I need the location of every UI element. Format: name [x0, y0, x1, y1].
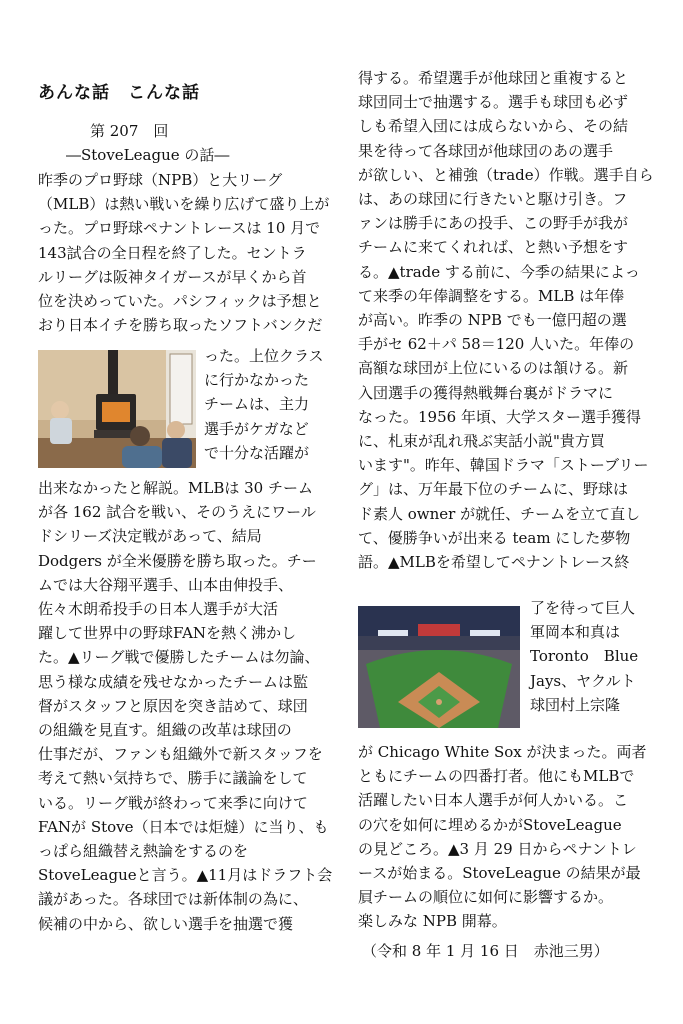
text-line: が各 162 試合を戦い、そのうえにワール — [38, 503, 316, 522]
text-line: に、札束が乱れ飛ぶ実話小説"貴方買 — [358, 432, 605, 451]
text-line: ド素人 owner が就任、チームを立て直し — [358, 504, 641, 523]
text-line: の組織を見直す。組織の改革は球団の — [38, 721, 292, 740]
body-right-top — [358, 66, 658, 574]
text-line: が欲しい、と補強（trade）作戦。選手自ら — [358, 165, 654, 184]
baseball-stadium-photo — [358, 606, 520, 728]
text-line: なった。1956 年頃、大学スター選手獲得 — [358, 407, 641, 426]
body-right-bottom — [358, 740, 658, 934]
text-line: 仕事だが、ファンも組織外で新スタッフを — [38, 745, 323, 764]
text-line: ドシリーズ決定戦があって、結局 — [38, 527, 262, 546]
body-left-mid — [204, 344, 338, 465]
text-line: 得する。希望選手が他球団と重複すると — [358, 69, 629, 87]
text-line: 高額な球団が上位にいるのは頷ける。新 — [358, 359, 629, 378]
wood-stove-photo — [38, 350, 196, 468]
article-subtitle: ―StoveLeague の話― — [66, 146, 230, 164]
text-line: Jays、ヤクルト — [530, 671, 636, 690]
text-line: た。▲リーグ戦で優勝したチームは勿論、 — [38, 648, 320, 667]
text-line: が高い。昨季の NPB でも一億円超の選 — [358, 311, 627, 330]
text-line: 佐々木朗希投手の日本人選手が大活 — [38, 600, 279, 619]
text-line: います"。昨年、韓国ドラマ「ストーブリー — [358, 456, 649, 475]
text-line: 躍して世界中の野球FANを熱く沸かし — [38, 624, 297, 643]
text-line: 楽しみな NPB 開幕。 — [358, 912, 507, 931]
text-line: 候補の中から、欲しい選手を抽選で獲 — [38, 914, 294, 933]
text-line: る。▲trade する前に、今季の結果によっ — [358, 262, 640, 281]
text-line: 思う様な成績を残せなかったチームは監 — [38, 672, 309, 691]
text-line: 軍岡本和真は — [530, 623, 621, 642]
text-line: しも希望入団には成らないから、その結 — [358, 117, 629, 136]
text-line: ともにチームの四番打者。他にもMLBで — [358, 767, 635, 786]
text-line: ルリーグは阪神タイガースが早くから首 — [38, 267, 307, 286]
text-line: て来季の年俸調整をする。MLB は年俸 — [358, 286, 625, 305]
text-line: ムでは大谷翔平選手、山本由伸投手、 — [38, 575, 294, 594]
text-line: 昨季のプロ野球（NPB）と大リーグ — [38, 171, 283, 189]
text-line: が Chicago White Sox が決まった。両者 — [358, 743, 647, 761]
text-line: 議があった。各球団では新体制の為に、 — [38, 890, 308, 909]
text-line: StoveLeagueと言う。▲11月はドラフト会 — [38, 866, 333, 885]
text-line: で十分な活躍が — [204, 443, 310, 462]
text-line: 語。▲MLBを希望してペナントレース終 — [358, 553, 630, 572]
text-line: った。上位クラス — [204, 347, 324, 365]
text-line: 出来なかったと解説。MLBは 30 チーム — [38, 479, 313, 497]
text-line: 選手がケガなど — [204, 419, 309, 438]
text-line: 果を待って各球団が他球団のあの選手 — [358, 141, 614, 160]
text-line: チームに来てくれれば、と熱い予想をす — [358, 238, 629, 257]
text-line: 位を決めっていた。パシフィックは予想と — [38, 292, 322, 311]
text-line: いる。リーグ戦が終わって来季に向けて — [38, 793, 308, 812]
text-line: は、あの球団に行きたいと駆け引き。フ — [358, 190, 628, 209]
text-line: 143試合の全日程を終了した。セントラ — [38, 243, 307, 262]
text-line: 屓チームの順位に如何に影響するか。 — [358, 888, 614, 907]
text-line: （MLB）は熱い戦いを繰り広げて盛り上が — [38, 195, 330, 214]
text-line: った。プロ野球ペナントレースは 10 月で — [38, 219, 321, 238]
text-line: の穴を如何に埋めるかがStoveLeague — [358, 815, 622, 834]
text-line: ァンは勝手にあの投手、この野手が我が — [358, 214, 629, 233]
text-line: 球団村上宗隆 — [530, 695, 621, 714]
body-right-mid — [530, 596, 658, 717]
text-line: 入団選手の獲得熱戦舞台裏がドラマに — [358, 383, 614, 402]
text-line: 活躍したい日本人選手が何人かいる。こ — [358, 791, 629, 810]
text-line: 督がスタッフと原因を突き詰めて、球団 — [38, 696, 308, 715]
text-line: っぱら組織替え熱論をするのを — [38, 842, 249, 861]
text-line: 考えて熱い気持ちで、勝手に議論をして — [38, 769, 308, 788]
text-line: Dodgers が全米優勝を勝ち取った。チー — [38, 551, 317, 570]
text-line: ースが始まる。StoveLeague の結果が最 — [358, 864, 641, 883]
body-left-bottom — [38, 476, 338, 936]
body-left-top — [38, 168, 338, 337]
text-line: Toronto Blue — [530, 647, 639, 666]
text-line: 了を待って巨人 — [530, 599, 636, 617]
signature: （令和 8 年 1 月 16 日 赤池三男） — [362, 942, 609, 960]
text-line: に行かなかった — [204, 371, 310, 390]
article-title: あんな話 こんな話 — [38, 83, 200, 103]
text-line: の見どころ。▲3 月 29 日からペナントレ — [358, 839, 637, 858]
text-line: おり日本イチを勝ち取ったソフトバンクだ — [38, 316, 323, 335]
text-line: グ」は、万年最下位のチームに、野球は — [358, 480, 629, 499]
text-line: チームは、主力 — [204, 395, 310, 414]
text-line: 手がセ 62＋パ 58＝120 人いた。年俸の — [358, 335, 635, 354]
text-line: FANが Stove（日本では炬燵）に当り、も — [38, 817, 329, 836]
text-line: 球団同士で抽選する。選手も球団も必ず — [358, 93, 629, 112]
issue-number: 第 207 回 — [90, 122, 169, 140]
text-line: て、優勝争いが出来る team にした夢物 — [358, 528, 631, 547]
